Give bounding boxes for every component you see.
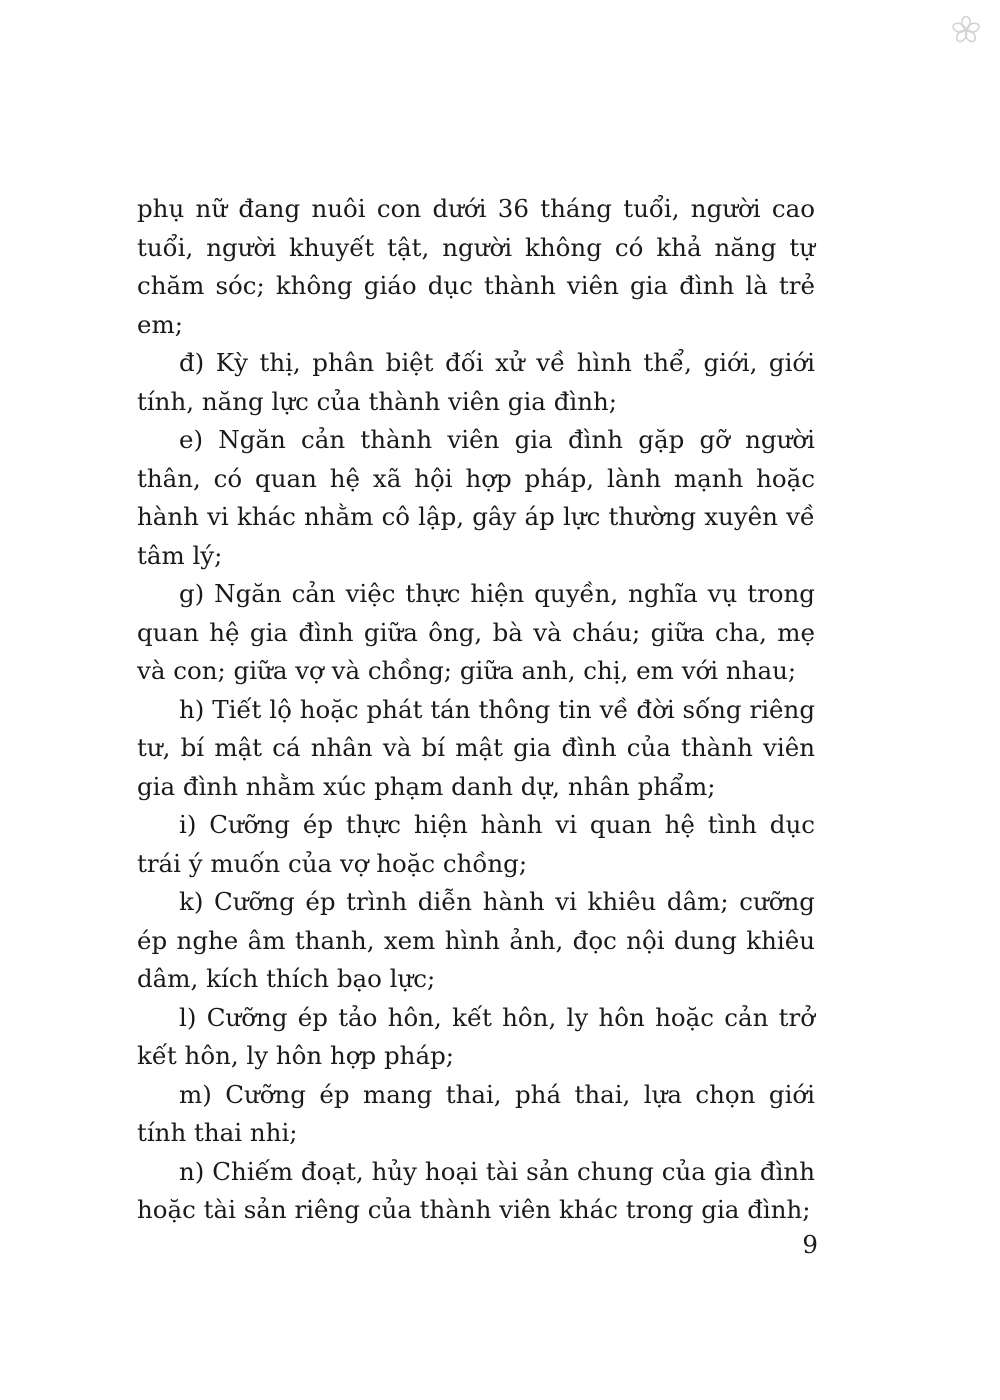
clause-e: e) Ngăn cản thành viên gia đình gặp gỡ người thân, có quan hệ xã hội hợp pháp, lành mạnh hoặc hành vi khác nhằm cô lập, gây áp lực thường xuyên về tâm lý; (137, 425, 815, 570)
flower-icon (950, 14, 982, 46)
clause-g: g) Ngăn cản việc thực hiện quyền, nghĩa vụ trong quan hệ gia đình giữa ông, bà và cháu; giữa cha, mẹ và con; giữa vợ và chồng; giữa anh, chị, em với nhau; (137, 579, 815, 685)
paragraph-continuation: phụ nữ đang nuôi con dưới 36 tháng tuổi, người cao tuổi, người khuyết tật, người không có khả năng tự chăm sóc; không giáo dục thành viên gia đình là trẻ em; (137, 194, 815, 339)
clause-l: l) Cưỡng ép tảo hôn, kết hôn, ly hôn hoặc cản trở kết hôn, ly hôn hợp pháp; (137, 1002, 815, 1070)
page-number: 9 (802, 1230, 818, 1259)
clause-i: i) Cưỡng ép thực hiện hành vi quan hệ tình dục trái ý muốn của vợ hoặc chồng; (137, 810, 815, 878)
clause-k: k) Cưỡng ép trình diễn hành vi khiêu dâm; cưỡng ép nghe âm thanh, xem hình ảnh, đọc nội dung khiêu dâm, kích thích bạo lực; (137, 887, 815, 993)
clause-n: n) Chiếm đoạt, hủy hoại tài sản chung của gia đình hoặc tài sản riêng của thành viên khác trong gia đình; (137, 1156, 815, 1224)
clause-h: h) Tiết lộ hoặc phát tán thông tin về đời sống riêng tư, bí mật cá nhân và bí mật gia đình của thành viên gia đình nhằm xúc phạm danh dự, nhân phẩm; (137, 694, 815, 801)
clause-d-stroke: đ) Kỳ thị, phân biệt đối xử về hình thể, giới, giới tính, năng lực của thành viên gia đình; (137, 348, 815, 416)
clause-m: m) Cưỡng ép mang thai, phá thai, lựa chọn giới tính thai nhi; (137, 1079, 815, 1147)
body-text (137, 190, 815, 1230)
